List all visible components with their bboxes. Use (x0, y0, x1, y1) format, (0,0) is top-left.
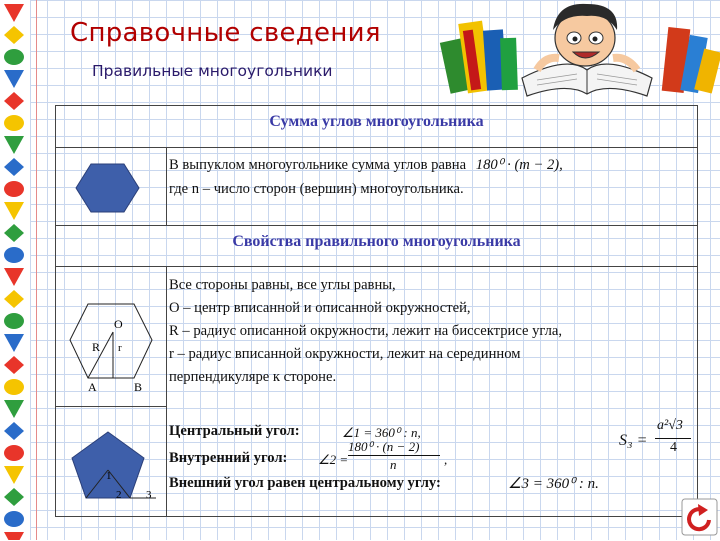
label-A: A (88, 380, 97, 394)
angle-sum-formula: 180⁰ · (m − 2), (475, 157, 563, 173)
central-angle-formula: ∠1 = 360⁰ : n, (342, 425, 421, 440)
fraction-bar (348, 455, 440, 456)
central-angle-label: Центральный угол: (169, 423, 300, 439)
reference-table (55, 105, 698, 517)
pentagon-cell (56, 406, 166, 516)
inner-angle-label: Внутренний угол: (169, 450, 288, 466)
radius-R-line (88, 332, 113, 378)
angle-sum-line1 (169, 154, 563, 177)
strip-decoration-shape (4, 422, 24, 440)
divider (166, 266, 167, 516)
heading-regular-polygon-properties: Свойства правильного многоугольника (232, 233, 521, 250)
label-O: O (114, 317, 123, 331)
heading-angle-sum: Сумма углов многоугольника (269, 113, 484, 130)
fraction-bar (655, 438, 691, 439)
strip-decoration-shape (4, 511, 24, 527)
strip-decoration-shape (4, 400, 24, 418)
property-line: О – центр вписанной и описанной окружностей, (169, 300, 471, 316)
strip-decoration-shape (4, 4, 24, 22)
strip-decoration-shape (4, 26, 24, 44)
strip-decoration-shape (4, 379, 24, 395)
strip-decoration-shape (4, 115, 24, 131)
property-line: R – радиус описанной окружности, лежит на биссектрисе угла, (169, 323, 563, 339)
outer-angle-label: Внешний угол равен центральному углу: (169, 475, 441, 491)
label-R: R (92, 340, 101, 354)
strip-decoration-shape (4, 445, 24, 461)
strip-decoration-shape (4, 488, 24, 506)
area-numerator: a²√3 (657, 418, 683, 433)
back-button[interactable] (681, 498, 718, 536)
margin-line (36, 0, 37, 540)
decorative-side-strip (0, 0, 30, 540)
strip-decoration-shape (4, 334, 24, 352)
strip-decoration-shape (4, 313, 24, 329)
inner-formula-denominator: n (390, 457, 397, 472)
reading-boy-illustration (437, 0, 720, 100)
label-B: B (134, 380, 143, 394)
area-denominator: 4 (670, 440, 677, 455)
area-formula (619, 418, 694, 466)
strip-decoration-shape (4, 268, 24, 286)
property-line: Все стороны равны, все углы равны, (169, 277, 396, 293)
page-title: Справочные сведения (70, 18, 381, 48)
pentagon-shape (72, 432, 144, 498)
divider (166, 147, 167, 225)
regular-polygon-outline (70, 304, 152, 378)
strip-decoration-shape (4, 247, 24, 263)
strip-decoration-shape (4, 290, 24, 308)
inner-formula-left: ∠2 = (318, 452, 349, 467)
strip-decoration-shape (4, 136, 24, 154)
property-line: перпендикуляре к стороне. (169, 369, 337, 385)
angle-sum-line2: где n – число сторон (вершин) многоугольника. (169, 181, 464, 197)
angle-sum-text: В выпуклом многоугольнике сумма углов равна (169, 157, 467, 173)
strip-decoration-shape (4, 532, 24, 540)
strip-decoration-shape (4, 181, 24, 197)
strip-decoration-shape (4, 158, 24, 176)
inner-formula-tail: , (444, 452, 448, 467)
label-r: r (118, 342, 122, 354)
properties-list (169, 274, 562, 389)
strip-decoration-shape (4, 466, 24, 484)
inner-formula-numerator: 180⁰ · (n − 2) (348, 439, 420, 454)
strip-decoration-shape (4, 70, 24, 88)
back-arrow-icon (681, 498, 718, 536)
strip-decoration-shape (4, 224, 24, 242)
label-angle-1: 1 (106, 470, 112, 482)
property-line: r – радиус вписанной окружности, лежит на серединном (169, 346, 521, 362)
strip-decoration-shape (4, 92, 24, 110)
outer-angle-formula: ∠3 = 360⁰ : n. (508, 476, 599, 492)
hexagon-cell (56, 147, 166, 225)
area-lhs: S₃ = (619, 432, 648, 449)
label-angle-2: 2 (116, 489, 122, 501)
label-angle-3: 3 (146, 489, 152, 501)
page-subtitle: Правильные многоугольники (92, 62, 333, 80)
divider (56, 225, 697, 226)
strip-decoration-shape (4, 202, 24, 220)
hexagon-shape (56, 147, 166, 225)
strip-decoration-shape (4, 49, 24, 65)
strip-decoration-shape (4, 356, 24, 374)
